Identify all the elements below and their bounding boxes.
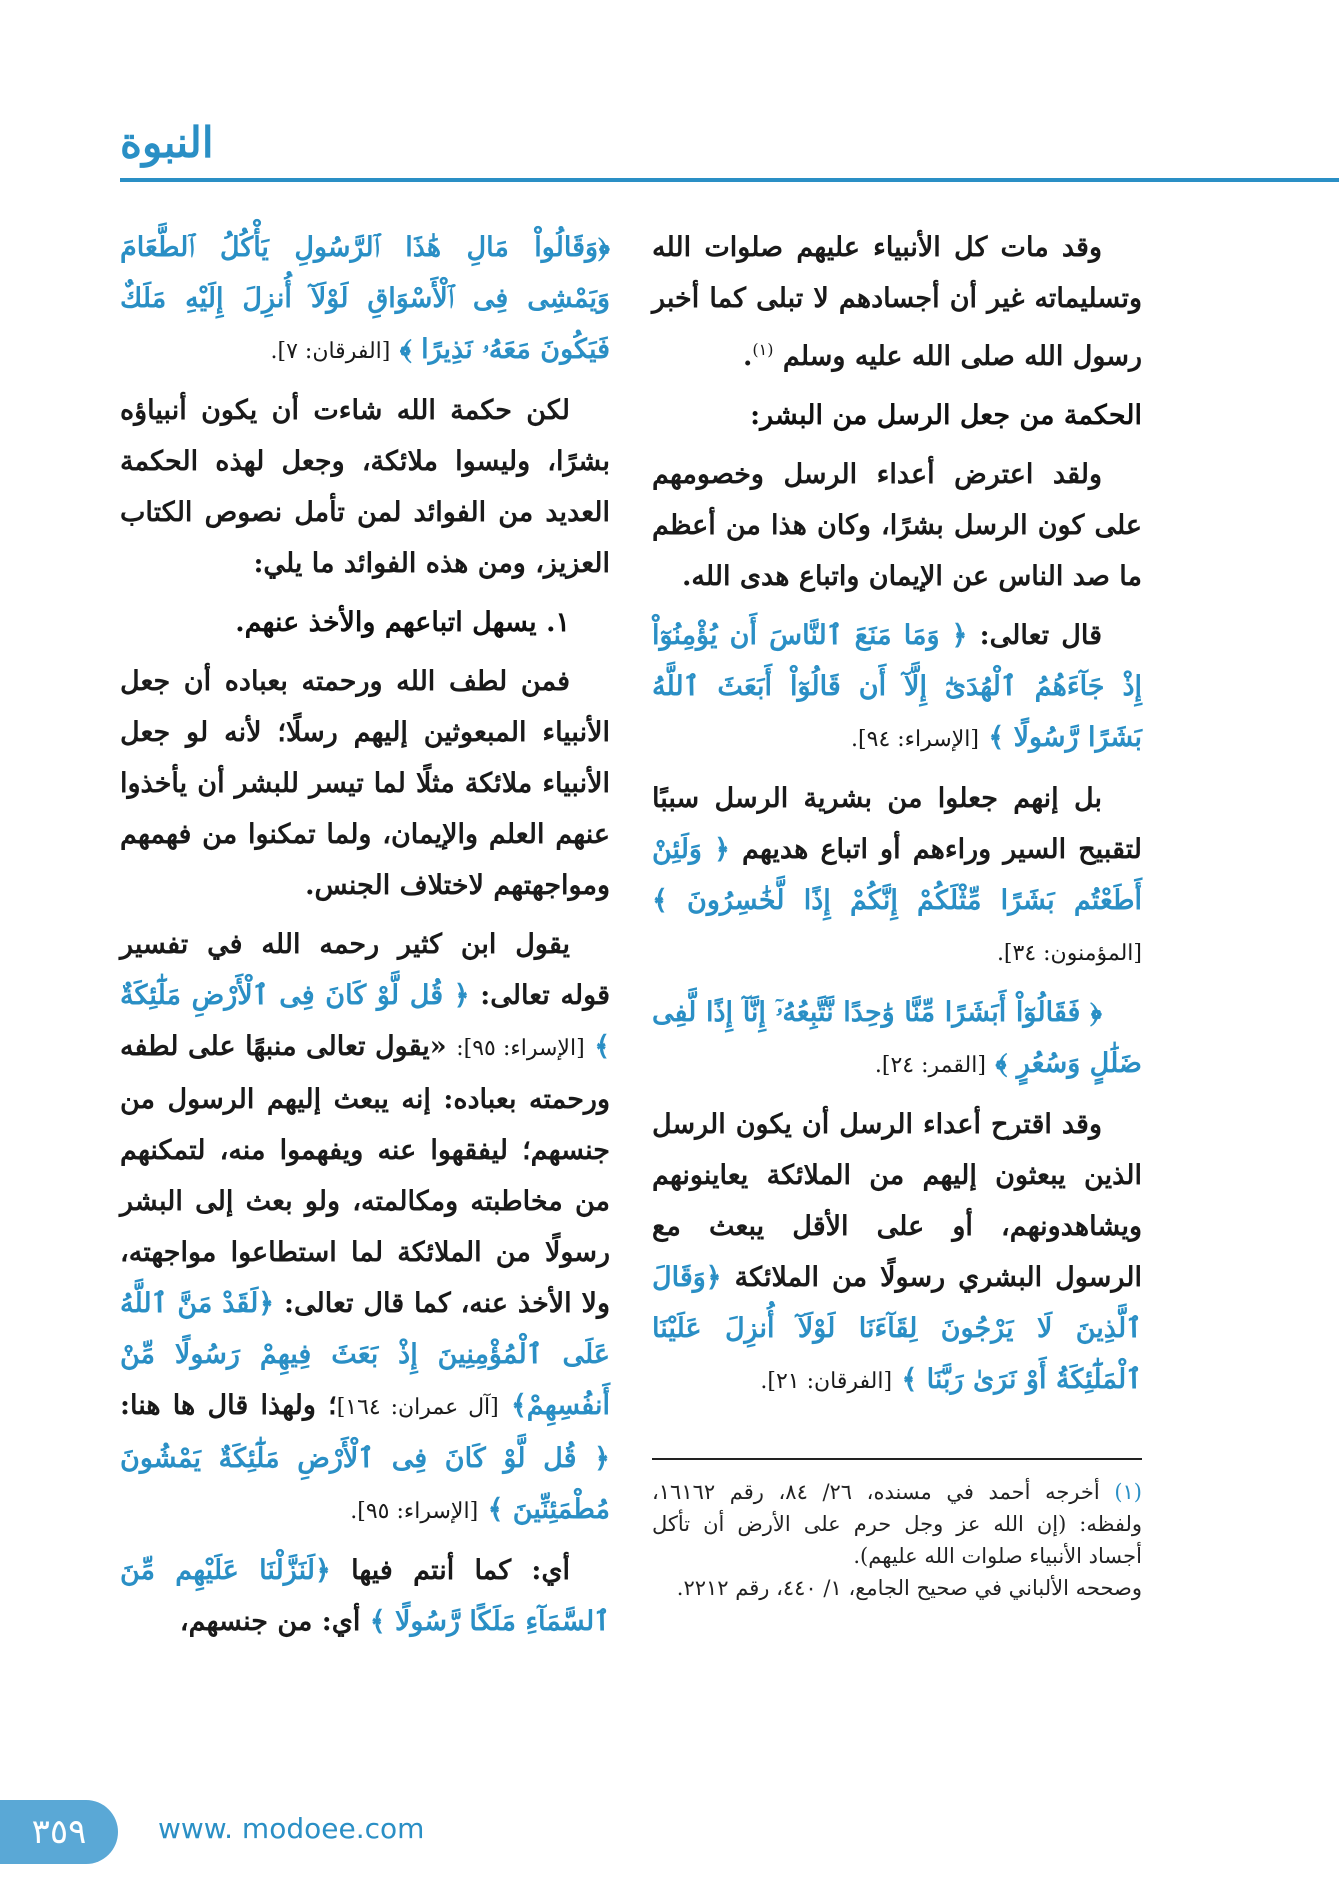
footnote-continuation: وصححه الألباني في صحيح الجامع، ١/ ٤٤٠، رقم ٢٢١٢. (676, 1576, 1142, 1600)
verse-reference: [آل عمران: ١٦٤] (336, 1395, 499, 1420)
numbered-heading: ١. يسهل اتباعهم والأخذ عنهم. (235, 607, 570, 638)
right-column (652, 222, 1142, 1415)
section-heading: الحكمة من جعل الرسل من البشر: (750, 400, 1142, 431)
verse-reference: [الإسراء: ٩٥]. (350, 1499, 479, 1524)
website-link[interactable]: www. modoee.com (158, 1812, 425, 1845)
quran-verse: ﴿ وَمَا مَنَعَ ٱلنَّاسَ أَن يُؤْمِنُوٓاْ إِذْ جَآءَهُمُ ٱلْهُدَىٰٓ إِلَّآ أَن قَالُوٓاْ أَبَعَثَ ٱللَّهُ بَشَرًا رَّسُولًا ﴾ (652, 620, 1142, 753)
quran-verse: ﴿ وَلَئِنْ أَطَعْتُم بَشَرًا مِّثْلَكُمْ إِنَّكُمْ إِذًا لَّخَٰسِرُونَ ﴾ (652, 834, 1142, 916)
paragraph: أي: كما أنتم فيها ﴿لَنَزَّلْنَا عَلَيْهِم مِّنَ ٱلسَّمَآءِ مَلَكًا رَّسُولًا ﴾ أي: من جنسهم، (120, 1555, 610, 1637)
quran-verse: ﴿ فَقَالُوٓاْ أَبَشَرًا مِّنَّا وَٰحِدًا نَّتَّبِعُهُۥٓ إِنَّآ إِذًا لَّفِى ضَلَٰلٍ وَسُعُرٍ ﴾ (652, 997, 1142, 1079)
footnote-marker[interactable]: (١) (752, 340, 774, 359)
paragraph: فمن لطف الله ورحمته بعباده أن جعل الأنبياء المبعوثين إليهم رسلًا؛ لأنه لو جعل الأنبياء ملائكة مثلًا لما تيسر للبشر أن يأخذوا عنهم العلم والإيمان، ولما تمكنوا من فهمهم ومواجهتهم لاختلاف الجنس. (120, 666, 610, 901)
quran-verse: ﴿لَقَدْ مَنَّ ٱللَّهُ عَلَى ٱلْمُؤْمِنِينَ إِذْ بَعَثَ فِيهِمْ رَسُولًا مِّنْ أَنفُسِهِمْ﴾ (120, 1288, 610, 1421)
verse-reference: [الإسراء: ٩٥]: (456, 1036, 585, 1061)
verse-reference: [المؤمنون: ٣٤]. (996, 941, 1142, 966)
quran-verse: ﴿ قُل لَّوْ كَانَ فِى ٱلْأَرْضِ مَلَٰٓئِكَةٌ يَمْشُونَ مُطْمَئِنِّينَ ﴾ (120, 1443, 610, 1525)
quran-verse: ﴿وَقَالَ ٱلَّذِينَ لَا يَرْجُونَ لِقَآءَنَا لَوْلَآ أُنزِلَ عَلَيْنَا ٱلْمَلَٰٓئِكَةُ أَوْ نَرَىٰ رَبَّنَا ﴾ (652, 1262, 1142, 1395)
paragraph: قال تعالى: ﴿ وَمَا مَنَعَ ٱلنَّاسَ أَن يُؤْمِنُوٓاْ إِذْ جَآءَهُمُ ٱلْهُدَىٰٓ إِلَّآ أَن قَالُوٓاْ أَبَعَثَ ٱللَّهُ بَشَرًا رَّسُولًا ﴾ [الإسراء: ٩٤]. (652, 620, 1142, 753)
verse-reference: [الفرقان: ٧]. (270, 339, 391, 364)
quran-verse: ﴿لَنَزَّلْنَا عَلَيْهِم مِّنَ ٱلسَّمَآءِ مَلَكًا رَّسُولًا ﴾ (120, 1555, 610, 1637)
paragraph: وقد اقترح أعداء الرسل أن يكون الرسل الذين يبعثون إليهم من الملائكة يعاينونهم ويشاهدونهم، أو على الأقل يبعث مع الرسول البشري رسولًا من الملائكة ﴿وَقَالَ ٱلَّذِينَ لَا يَرْجُونَ لِقَآءَنَا لَوْلَآ أُنزِلَ عَلَيْنَا ٱلْمَلَٰٓئِكَةُ أَوْ نَرَىٰ رَبَّنَا ﴾ [الفرقان: ٢١]. (652, 1109, 1142, 1395)
paragraph: بل إنهم جعلوا من بشرية الرسل سببًا لتقبيح السير وراءهم أو اتباع هديهم ﴿ وَلَئِنْ أَطَعْتُم بَشَرًا مِّثْلَكُمْ إِنَّكُمْ إِذًا لَّخَٰسِرُونَ ﴾ [المؤمنون: ٣٤]. (652, 783, 1142, 966)
verse-reference: [الإسراء: ٩٤]. (851, 727, 979, 752)
paragraph (120, 222, 610, 377)
left-column (120, 222, 610, 1655)
footnote: (١) أخرجه أحمد في مسنده، ٢٦/ ٨٤، رقم ١٦١٦٢، ولفظه: (إن الله عز وجل حرم على الأرض أن تأكل أجساد الأنبياء صلوات الله عليهم). (652, 1480, 1142, 1568)
chapter-title: النبوة (120, 118, 214, 167)
footnote-number: (١) (1114, 1480, 1142, 1504)
paragraph: وقد مات كل الأنبياء عليهم صلوات الله وتسليماته غير أن أجسادهم لا تبلى كما أخبر رسول الله صلى الله عليه وسلم $^{(١)}$. (652, 232, 1142, 372)
header-divider (120, 178, 1339, 182)
quran-verse: ﴿ قُل لَّوْ كَانَ فِى ٱلْأَرْضِ مَلَٰٓئِكَةٌ ﴾ (120, 980, 611, 1062)
paragraph (652, 987, 1142, 1091)
paragraph: يقول ابن كثير رحمه الله في تفسير قوله تعالى: ﴿ قُل لَّوْ كَانَ فِى ٱلْأَرْضِ مَلَٰٓئِكَةٌ ﴾ [الإسراء: ٩٥]: «يقول تعالى منبهًا على لطفه ورحمته بعباده: إنه يبعث إليهم الرسول من جنسهم؛ ليفقهوا عنه ويفهموا منه، لتمكنهم من مخاطبته ومكالمته، ولو بعث إلى البشر رسولًا من الملائكة لما استطاعوا مواجهته، ولا الأخذ عنه، كما قال تعالى: ﴿لَقَدْ مَنَّ ٱللَّهُ عَلَى ٱلْمُؤْمِنِينَ إِذْ بَعَثَ فِيهِمْ رَسُولًا مِّنْ أَنفُسِهِمْ﴾ [آل عمران: ١٦٤]؛ ولهذا قال ها هنا: ﴿ قُل لَّوْ كَانَ فِى ٱلْأَرْضِ مَلَٰٓئِكَةٌ يَمْشُونَ مُطْمَئِنِّينَ ﴾ [الإسراء: ٩٥]. (120, 929, 611, 1525)
verse-reference: [القمر: ٢٤]. (874, 1053, 986, 1078)
quran-verse: ﴿وَقَالُواْ مَالِ هَٰذَا ٱلرَّسُولِ يَأْكُلُ ٱلطَّعَامَ وَيَمْشِى فِى ٱلْأَسْوَاقِ لَوْلَآ أُنزِلَ إِلَيْهِ مَلَكٌ فَيَكُونَ مَعَهُۥ نَذِيرًا ﴾ (120, 232, 610, 365)
page-number: ٣٥٩ (0, 1800, 118, 1864)
verse-reference: [الفرقان: ٢١]. (760, 1369, 893, 1394)
paragraph: لكن حكمة الله شاءت أن يكون أنبياؤه بشرًا، وليسوا ملائكة، وجعل لهذه الحكمة العديد من الفوائد لمن تأمل نصوص الكتاب العزيز، ومن هذه الفوائد ما يلي: (120, 395, 610, 579)
paragraph: ولقد اعترض أعداء الرسل وخصومهم على كون الرسل بشرًا، وكان هذا من أعظم ما صد الناس عن الإيمان واتباع هدى الله. (652, 459, 1142, 592)
footnote-divider (652, 1458, 1142, 1460)
footnotes (652, 1476, 1142, 1604)
